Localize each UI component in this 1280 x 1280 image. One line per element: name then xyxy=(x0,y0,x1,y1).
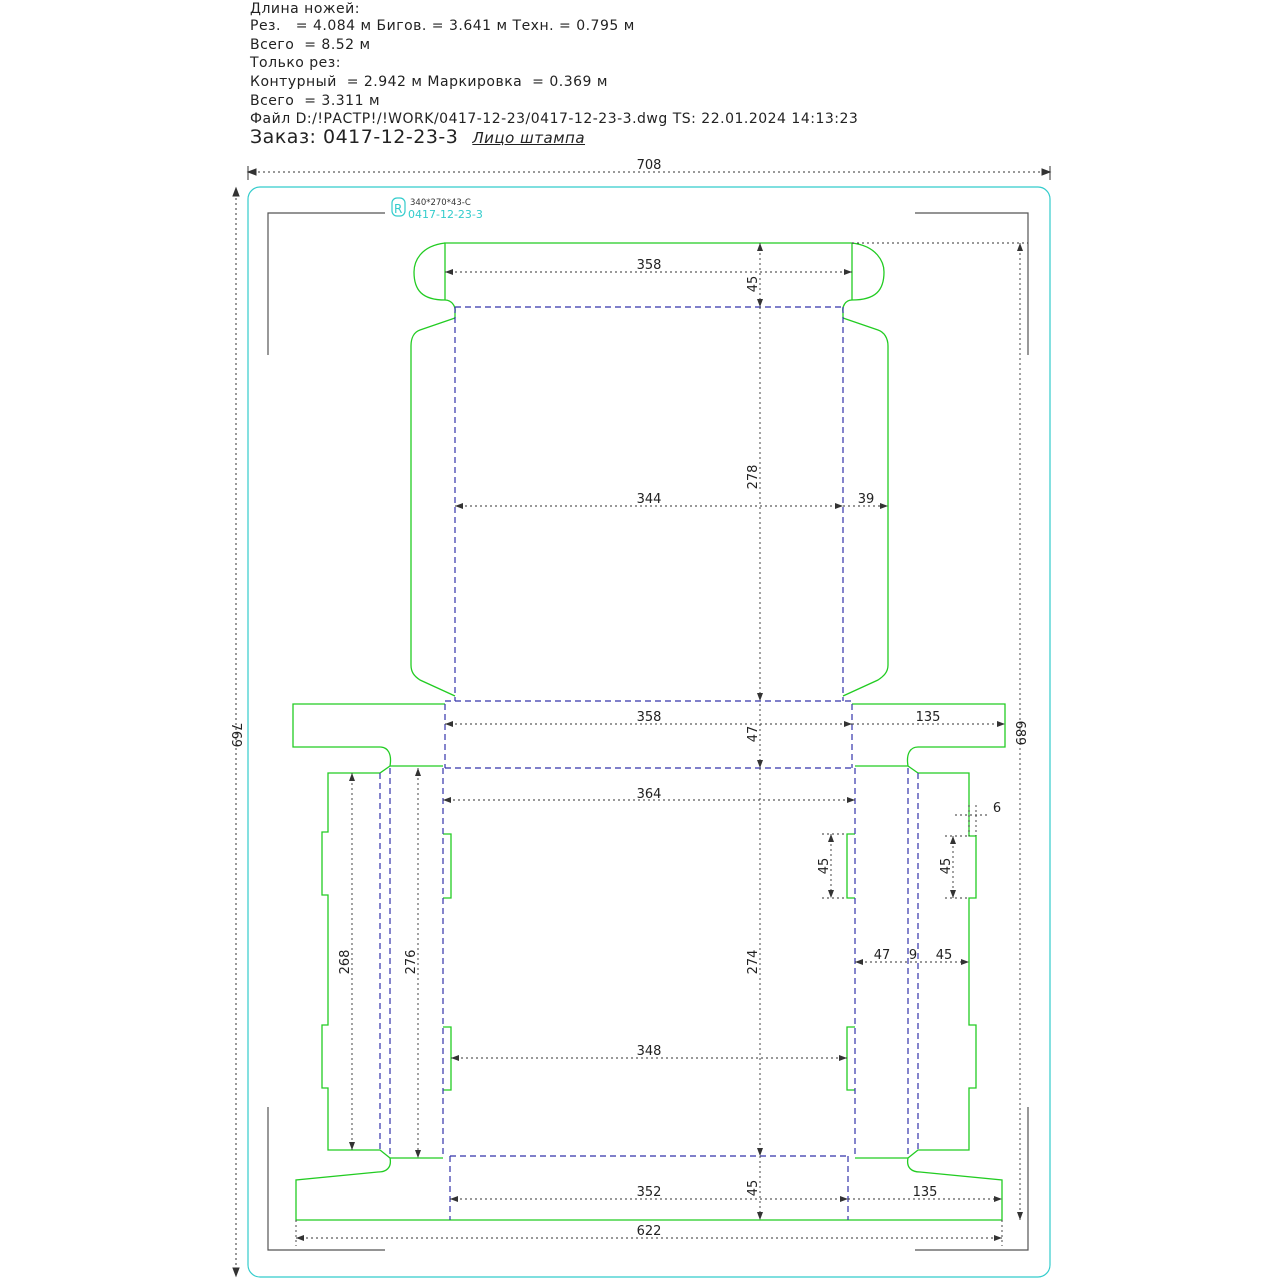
dim-base-width: 622 xyxy=(636,1224,662,1239)
cut-lines xyxy=(293,243,1005,1220)
only-cut-title: Только рез: xyxy=(250,55,341,71)
dim-lid-width: 344 xyxy=(636,492,662,507)
dim-wall-47: 47 xyxy=(873,948,891,963)
size-code: 340*270*43-C xyxy=(410,198,471,208)
dim-tab-left: 45 xyxy=(817,857,832,875)
dim-notch: 6 xyxy=(992,801,1002,816)
dim-back-depth: 47 xyxy=(746,725,761,743)
dim-front-depth: 45 xyxy=(746,1179,761,1197)
dim-back-width: 358 xyxy=(636,710,662,725)
dim-wall-9: 9 xyxy=(908,948,918,963)
stamp-frame xyxy=(248,187,1050,1277)
overall-height-label: 769 xyxy=(228,722,243,748)
dim-bottom-inner-width: 348 xyxy=(636,1044,662,1059)
dim-lid-side: 39 xyxy=(857,492,875,507)
dim-lid-height: 278 xyxy=(746,464,761,490)
dim-top-flap-depth: 45 xyxy=(746,275,761,293)
dim-front-ear: 135 xyxy=(912,1185,938,1200)
corner-marks xyxy=(268,213,1028,1250)
dim-right-height: 689 xyxy=(1012,720,1027,746)
dim-side-ear: 135 xyxy=(915,710,941,725)
dim-bottom-width: 364 xyxy=(636,787,662,802)
crease-lines xyxy=(380,307,918,1220)
dimension-arrows xyxy=(296,243,1023,1241)
total-length-line: Всего = 8.52 м xyxy=(250,37,371,53)
file-path-line: Файл D:/!РАСТР!/!WORK/0417-12-23/0417-12-23-3.dwg TS: 22.01.2024 14:13:23 xyxy=(250,111,859,127)
dim-tab-right: 45 xyxy=(939,857,954,875)
order-label: Заказ: 0417-12-23-3 xyxy=(250,126,459,148)
contour-lengths-line: Контурный = 2.942 м Маркировка = 0.369 м xyxy=(250,74,608,90)
order-code: 0417-12-23-3 xyxy=(408,208,483,221)
dim-left-wall-height-2: 276 xyxy=(404,949,419,975)
dim-top-flap-width: 358 xyxy=(636,258,662,273)
stamp-logo xyxy=(392,198,483,221)
cut-lengths-line: Рез. = 4.084 м Бигов. = 3.641 м Техн. = 0.795 м xyxy=(250,18,635,34)
dim-front-width: 352 xyxy=(636,1185,662,1200)
dim-left-wall-height: 268 xyxy=(338,949,353,975)
overall-width-label: 708 xyxy=(636,158,662,173)
logo-letter: R xyxy=(394,202,403,216)
face-label: Лицо штампа xyxy=(472,129,586,147)
dim-wall-45: 45 xyxy=(935,948,953,963)
total-cut-line: Всего = 3.311 м xyxy=(250,93,381,109)
knife-length-title: Длина ножей: xyxy=(250,1,360,17)
dim-bottom-height: 274 xyxy=(746,949,761,975)
